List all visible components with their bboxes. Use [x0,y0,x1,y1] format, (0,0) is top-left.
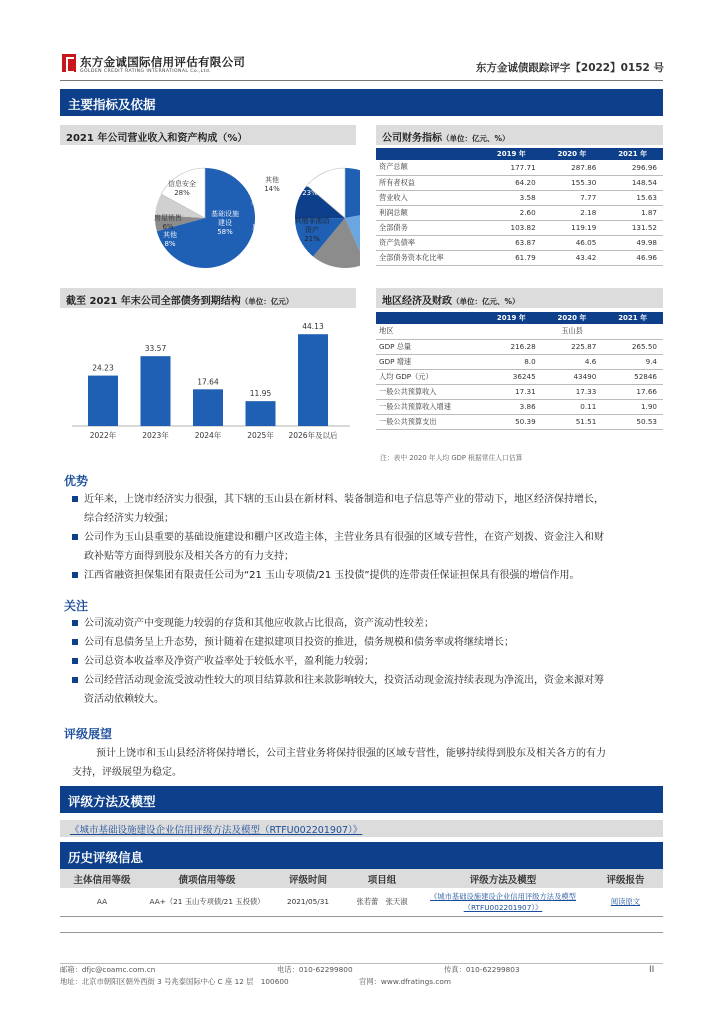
table-row [376,354,663,369]
list-item [60,633,670,652]
list-item-text: 公司作为玉山县重要的基础设施建设和棚户区改造主体，主营业务具有很强的区域专营性，在资产划拨、资金注入和财 [84,532,604,543]
outlook-line: 预计上饶市和玉山县经济将保持增长，公司主营业务将保持很强的区域专营性，能够持续得到股东及相关各方的有力 [96,748,606,759]
table-header-cell: 2019 年 [481,312,542,324]
bar-value-label: 17.64 [197,377,219,387]
advantages-title: 优势 [64,474,89,488]
cell-value: 51.51 [542,414,603,429]
financials-unit: （单位：亿元、%） [442,134,510,143]
cell-value: 17.33 [542,384,603,399]
pie-label: 资产 [281,243,295,251]
page-number: II [649,965,655,975]
cell-method [418,888,588,916]
debt-maturity-chart [60,312,356,448]
row-label: 所有者权益 [376,175,481,190]
bar-0 [88,376,118,426]
main-section-band [60,89,663,116]
footer-phone: 电话：010-62299800 [277,965,353,974]
list-item-text: 近年来，上饶市经济实力很强，其下辖的玉山县在新材料、装备制造和电子信息等产业的带动下，地区经济保持增长， [84,494,604,505]
table-row [376,235,663,250]
list-item [60,671,670,709]
pie-label: 存货 [303,180,317,188]
row-label: GDP 增速 [376,354,481,369]
row-label: 地区 [376,324,481,339]
method-section-title: 评级方法及模型 [68,794,156,809]
bar-value-label: 24.23 [92,363,114,373]
bar-value-label: 44.13 [302,322,324,332]
list-item-text: 江西省融资担保集团有限责任公司为“21 玉山专项债/21 玉投债”提供的连带责任保证担保具有很强的增信作用。 [84,570,580,581]
table-header-cell: 2020 年 [542,312,603,324]
list-item [60,652,670,671]
table-header-row [60,869,663,888]
pie-label: 6% [162,223,174,231]
table-header-cell: 2021 年 [602,312,663,324]
concerns-title: 关注 [64,599,89,613]
table-row [376,399,663,414]
method-link[interactable]: 《城市基础设施建设企业信用评级方法及模型（RTFU002201907）》 [70,825,363,836]
row-label: 一般公共预算收入增速 [376,399,481,414]
cell-value: 225.87 [542,339,603,354]
list-item-text: 公司总资本收益率及净资产收益率处于较低水平，盈利能力较弱； [84,656,374,667]
cell-value: 216.28 [481,339,542,354]
cell-value: 9.4 [602,354,663,369]
row-label: 一般公共预算支出 [376,414,481,429]
x-tick-label: 2022年 [89,431,117,440]
table-row [60,888,663,916]
table-row [376,205,663,220]
cell-value: 177.71 [481,160,542,175]
advantages-list [60,490,670,585]
pie-label: 11% [260,207,276,215]
debt-chart-unit: （单位：亿元） [240,297,294,306]
pie-label: 21% [304,235,320,243]
cell-value: 36245 [481,369,542,384]
cell-value: 265.50 [602,339,663,354]
cell-value: 17.31 [481,384,542,399]
bar-value-label: 11.95 [249,389,272,399]
bullet-icon [72,572,78,578]
table-header-cell [376,312,481,324]
regional-title [376,288,663,308]
row-label: 利润总额 [376,205,481,220]
table-row [376,190,663,205]
pie-label: 15% [258,232,274,240]
cell-value: 63.87 [481,235,542,250]
table-row [376,250,663,265]
pie-label: 14% [264,185,280,193]
cell-value: AA+（21 玉山专项债/21 玉投债） [144,888,270,916]
regional-note: 注：表中 2020 年人均 GDP 根据常住人口估算 [380,454,523,462]
footer-fax: 传真：010-62299803 [444,965,520,974]
table-header-cell: 评级时间 [270,869,346,888]
method-row [60,820,663,837]
cell-value: 131.52 [602,220,663,235]
regional-unit: （单位：亿元、%） [452,297,520,306]
table-header-cell: 2021 年 [602,148,663,160]
list-item [60,490,670,528]
footer-email: 邮箱：dfjc@coamc.com.cn [60,965,156,974]
outlook-title: 评级展望 [64,727,113,741]
pie-label: 23% [302,189,318,197]
cell-value: 46.05 [542,235,603,250]
table-header-cell: 债项信用等级 [144,869,270,888]
pie-label: 其他 [265,176,279,184]
pie-label: 58% [217,228,233,236]
header-divider [60,80,663,81]
cell-value: 4.6 [542,354,603,369]
history-method-link[interactable]: （RTFU002201907）》 [463,902,543,912]
company-name-en: GOLDEN CREDIT RATING INTERNATIONAL Co.,Ltd. [80,69,212,74]
list-item [60,528,670,566]
bar-3 [246,401,276,426]
row-label: 一般公共预算收入 [376,384,481,399]
footer-website: 官网：www.dfratings.com [359,977,451,986]
table-header-cell: 评级方法及模型 [418,869,588,888]
table-header-cell: 评级报告 [588,869,663,888]
pie-label: 其他 [163,231,177,239]
pie-label: 建设 [218,219,232,227]
bar-2 [193,389,223,426]
row-label: 资产总额 [376,160,481,175]
cell-value: 287.86 [542,160,603,175]
table-header-cell: 2019 年 [481,148,542,160]
bar-value-label: 33.57 [144,344,167,354]
cell-value: 103.82 [481,220,542,235]
table-header-cell [376,148,481,160]
table-header-row [376,312,663,324]
company-logo-icon [62,54,76,72]
pie-label: 无形 [281,234,295,242]
x-tick-label: 2023年 [142,431,169,440]
pie-label: 其他非流动 [294,217,330,225]
cell-value: 玉山县 [481,324,663,339]
row-label: 全部债务 [376,220,481,235]
cell-value: 148.54 [602,175,663,190]
list-item-text: 综合经济实力较强； [84,513,174,524]
cell-value: 50.39 [481,414,542,429]
cell-value: 2.60 [481,205,542,220]
table-header-row [376,148,663,160]
list-item-text: 政补贴等方面得到股东及相关各方的有力支持； [84,551,294,562]
row-label: 营业收入 [376,190,481,205]
history-section-band [60,842,663,869]
cell-value: 50.53 [602,414,663,429]
composition-title-text: 2021 年公司营业收入和资产构成（%） [66,133,248,144]
table-row [376,324,663,339]
cell-value: 3.86 [481,399,542,414]
company-name-cn: 东方金诚国际信用评估有限公司 [80,55,246,69]
history-table [60,869,663,917]
bar-4 [298,334,328,426]
table-row [376,384,663,399]
cell-value: 43.42 [542,250,603,265]
cell-value: AA [60,888,144,916]
cell-value: 119.19 [542,220,603,235]
pie-label: 8% [164,240,176,248]
regional-title-text: 地区经济及财政 [382,296,452,307]
pie-label: 应收账款 [252,223,280,231]
pie-label: 资产 [305,226,319,234]
table-row [376,220,663,235]
composition-title [60,125,356,145]
cell-value: 8.0 [481,354,542,369]
list-item [60,614,670,633]
table-header-cell: 项目组 [346,869,418,888]
bullet-icon [72,496,78,502]
footer-divider [60,963,663,964]
list-item-text: 公司流动资产中变现能力较弱的存货和其他应收款占比很高，资产流动性较差； [84,618,434,629]
bullet-icon [72,620,78,626]
method-section-band [60,786,663,813]
cell-value: 64.20 [481,175,542,190]
cell-value: 0.11 [542,399,603,414]
history-section-title: 历史评级信息 [68,850,144,865]
cell-value: 3.58 [481,190,542,205]
table-row [376,339,663,354]
debt-chart-title-text: 截至 2021 年末公司全部债务到期结构 [66,296,241,307]
cell-value: 2.18 [542,205,603,220]
table-row [376,369,663,384]
cell-value: 49.98 [602,235,663,250]
cell-value: 296.96 [602,160,663,175]
cell-value: 61.79 [481,250,542,265]
financials-title-text: 公司财务指标 [382,133,442,144]
bullet-icon [72,534,78,540]
x-tick-label: 2026年及以后 [288,431,338,440]
bullet-icon [72,639,78,645]
outlook-line: 支持，评级展望为稳定。 [72,767,182,778]
cell-value: 15.63 [602,190,663,205]
cell-value: 1.87 [602,205,663,220]
table-header-cell: 主体信用等级 [60,869,144,888]
pie-label: 基础设施 [211,210,239,218]
pie-label: 28% [174,189,190,197]
row-label: 人均 GDP（元） [376,369,481,384]
cell-value: 17.66 [602,384,663,399]
x-tick-label: 2024年 [194,431,222,440]
x-tick-label: 2025年 [247,431,274,440]
asset-pie-labels [160,148,360,278]
cell-value: 7.77 [542,190,603,205]
outlook-text [60,744,670,782]
regional-table [376,312,663,430]
table-bottom-line [60,932,663,933]
list-item-text: 资活动依赖较大。 [84,694,164,705]
pie-label: 其他应收款 [250,198,286,206]
cell-value: 46.96 [602,250,663,265]
row-label: GDP 总量 [376,339,481,354]
footer-address: 地址：北京市朝阳区朝外西街 3 号兆泰国际中心 C 座 12 层 100600 [60,977,289,986]
table-row [376,160,663,175]
cell-value: 张若蕾 张天淑 [346,888,418,916]
row-label: 全部债务资本化比率 [376,250,481,265]
pie-label: 信息安全 [168,180,196,188]
cell-value: 155.30 [542,175,603,190]
list-item-text: 公司有息债务呈上升态势，预计随着在建拟建项目投资的推进，债务规模和债务率或将继续增长； [84,637,514,648]
cell-value: 52846 [602,369,663,384]
cell-value: 1.90 [602,399,663,414]
financials-table [376,148,663,266]
cell-value: 2021/05/31 [270,888,346,916]
list-item [60,566,670,585]
table-row [376,414,663,429]
bullet-icon [72,677,78,683]
list-item-text: 公司经营活动现金流受波动性较大的项目结算款和往来款影响较大，投资活动现金流持续表现为净流出，资金来源对筹 [84,675,604,686]
debt-chart-title [60,288,356,308]
concerns-list [60,614,670,709]
cell-value: 43490 [542,369,603,384]
row-label: 资产负债率 [376,235,481,250]
bullet-icon [72,658,78,664]
pie-label: 房屋销售 [154,214,182,222]
read-report-link[interactable]: 阅读原文 [588,888,663,916]
main-section-title: 主要指标及依据 [68,97,156,112]
financials-title [376,125,663,145]
document-number: 东方金诚债跟踪评字【2022】0152 号 [475,62,664,74]
bar-1 [141,356,171,426]
table-header-cell: 2020 年 [542,148,603,160]
table-row [376,175,663,190]
history-method-link[interactable]: 《城市基础设施建设企业信用评级方法及模型 [430,891,576,901]
pie-label: 17% [280,252,296,260]
